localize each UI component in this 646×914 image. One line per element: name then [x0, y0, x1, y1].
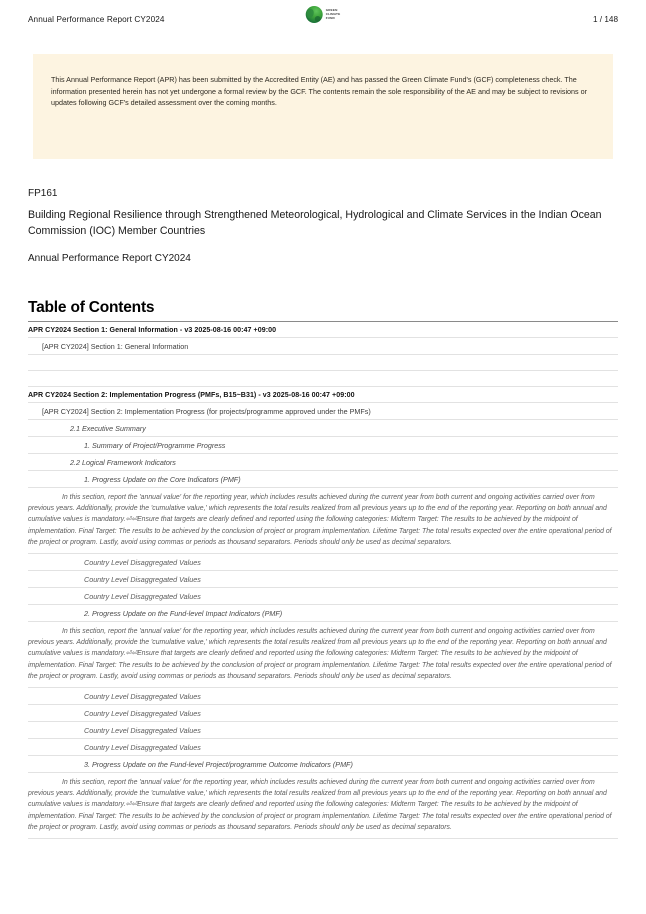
toc-guidance-paragraph: [28, 488, 618, 554]
toc-entry[interactable]: 2.1 Executive Summary: [28, 420, 618, 437]
toc-entry[interactable]: 1. Summary of Project/Programme Progress: [28, 437, 618, 454]
toc-entry[interactable]: APR CY2024 Section 2: Implementation Progress (PMFs, B15~B31) - v3 2025-08-16 00:47 +09:00: [28, 387, 618, 403]
logo-line-1: GREEN: [325, 7, 338, 12]
toc-entry[interactable]: Country Level Disaggregated Values: [28, 705, 618, 722]
document-title-block: [28, 186, 618, 266]
page-title: Building Regional Resilience through Strengthened Meteorological, Hydrological and Climate Services in the Indian Ocean Commission (IOC) Member Countries: [28, 209, 602, 237]
toc-heading: Table of Contents: [28, 299, 618, 322]
toc-entry[interactable]: 1. Progress Update on the Core Indicators (PMF): [28, 471, 618, 488]
table-of-contents: [28, 299, 618, 839]
header-report-title: Annual Performance Report CY2024: [28, 14, 165, 24]
toc-entry[interactable]: Country Level Disaggregated Values: [28, 554, 618, 571]
toc-entry[interactable]: Country Level Disaggregated Values: [28, 571, 618, 588]
page-header: [0, 0, 646, 28]
toc-list: [28, 322, 618, 839]
project-code: FP161: [28, 188, 58, 199]
toc-entry[interactable]: [APR CY2024] Section 1: General Information: [28, 338, 618, 355]
toc-guidance-text: In this section, report the 'annual value' for the reporting year, which includes results achieved during the current year from both current and ongoing activities carried over from previous years. Additionally, provide the 'cumulative value,' which represents the total results realized from all previous years up to the end of the reporting year. Reporting on both annual and cumulative values is mandatory.⏎⏎Ensure that targets are clearly defined and reported using the following categories: Midterm Target: The results to be achieved by the midpoint of implementation. Final Target: The results to be achieved by the conclusion of project or program implementation. Lifetime Target: The total results expected over the entire operational period of the project or program. Lastly, avoid using commas or periods as thousand separators. Periods should only be used as decimal separators.: [28, 779, 612, 831]
document-subtitle: Annual Performance Report CY2024: [28, 253, 191, 264]
toc-entry[interactable]: [APR CY2024] Section 2: Implementation Progress (for projects/programme approved under the PMFs): [28, 403, 618, 420]
disclaimer-text: This Annual Performance Report (APR) has been submitted by the Accredited Entity (AE) and has passed the Green Climate Fund's (GCF) completeness check. The information presented herein has not yet undergone a formal review by the GCF. The contents remain the sole responsibility of the AE and may be subject to revisions or updates following GCF's detailed assessment over the coming months.: [51, 75, 588, 108]
toc-spacer-row: [28, 355, 618, 371]
logo-line-2: CLIMATE: [325, 11, 341, 16]
toc-guidance-text: In this section, report the 'annual value' for the reporting year, which includes results achieved during the current year from both current and ongoing activities carried over from previous years. Additionally, provide the 'cumulative value,' which represents the total results realized from all previous years up to the end of the reporting year. Reporting on both annual and cumulative values is mandatory.⏎⏎Ensure that targets are clearly defined and reported using the following categories: Midterm Target: The results to be achieved by the midpoint of implementation. Final Target: The results to be achieved by the conclusion of project or program implementation. Lifetime Target: The total results expected over the entire operational period of the project or program. Lastly, avoid using commas or periods as thousand separators. Periods should only be used as decimal separators.: [28, 628, 612, 680]
toc-entry[interactable]: Country Level Disaggregated Values: [28, 722, 618, 739]
logo-line-3: FUND: [325, 15, 335, 20]
toc-entry[interactable]: 2.2 Logical Framework Indicators: [28, 454, 618, 471]
globe-icon: [306, 6, 323, 23]
gcf-wordmark: [325, 9, 341, 20]
toc-guidance-paragraph: [28, 622, 618, 688]
disclaimer-notice-box: [33, 54, 613, 159]
toc-entry[interactable]: APR CY2024 Section 1: General Information - v3 2025-08-16 00:47 +09:00: [28, 322, 618, 338]
toc-entry[interactable]: Country Level Disaggregated Values: [28, 739, 618, 756]
gcf-logo: [306, 6, 341, 23]
toc-entry[interactable]: 3. Progress Update on the Fund-level Project/programme Outcome Indicators (PMF): [28, 756, 618, 773]
toc-entry[interactable]: Country Level Disaggregated Values: [28, 588, 618, 605]
toc-guidance-paragraph: [28, 773, 618, 839]
toc-guidance-text: In this section, report the 'annual value' for the reporting year, which includes results achieved during the current year from both current and ongoing activities carried over from previous years. Additionally, provide the 'cumulative value,' which represents the total results realized from all previous years up to the end of the reporting year. Reporting on both annual and cumulative values is mandatory.⏎⏎Ensure that targets are clearly defined and reported using the following categories: Midterm Target: The results to be achieved by the midpoint of implementation. Final Target: The results to be achieved by the conclusion of project or program implementation. Lifetime Target: The total results expected over the entire operational period of the project or program. Lastly, avoid using commas or periods as thousand separators. Periods should only be used as decimal separators.: [28, 494, 612, 546]
page-number-indicator: 1 / 148: [592, 14, 618, 24]
toc-entry[interactable]: 2. Progress Update on the Fund-level Impact Indicators (PMF): [28, 605, 618, 622]
toc-entry[interactable]: Country Level Disaggregated Values: [28, 688, 618, 705]
toc-spacer-row: [28, 371, 618, 387]
